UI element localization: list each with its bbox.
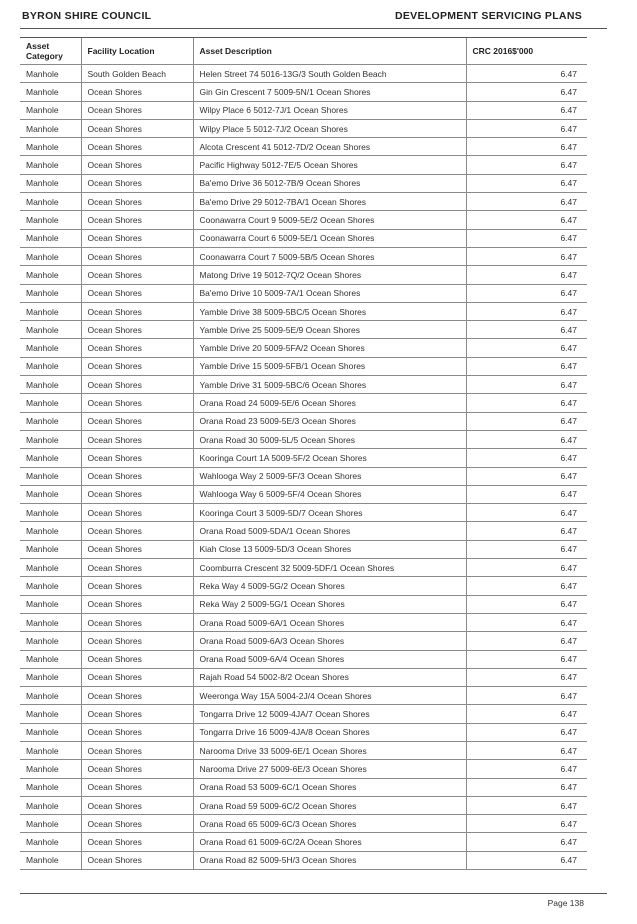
facility-location-cell: Ocean Shores	[81, 687, 193, 705]
crc-value-cell: 6.47	[466, 650, 587, 668]
table-row	[20, 101, 587, 119]
asset-category-cell: Manhole	[20, 540, 81, 558]
table-row	[20, 266, 587, 284]
crc-value-cell: 6.47	[466, 577, 587, 595]
crc-value-cell: 6.47	[466, 485, 587, 503]
facility-location-cell: Ocean Shores	[81, 321, 193, 339]
facility-location-cell: Ocean Shores	[81, 778, 193, 796]
asset-description-cell: Orana Road 65 5009-6C/3 Ocean Shores	[193, 815, 466, 833]
crc-value-cell: 6.47	[466, 193, 587, 211]
asset-category-cell: Manhole	[20, 613, 81, 631]
crc-value-cell: 6.47	[466, 760, 587, 778]
crc-value-cell: 6.47	[466, 119, 587, 137]
table-row	[20, 376, 587, 394]
facility-location-cell: Ocean Shores	[81, 302, 193, 320]
asset-category-cell: Manhole	[20, 412, 81, 430]
asset-description-cell: Alcota Crescent 41 5012-7D/2 Ocean Shores	[193, 138, 466, 156]
table-row	[20, 613, 587, 631]
asset-description-cell: Yamble Drive 20 5009-5FA/2 Ocean Shores	[193, 339, 466, 357]
asset-category-cell: Manhole	[20, 229, 81, 247]
document-title: DEVELOPMENT SERVICING PLANS	[394, 10, 582, 22]
table-row	[20, 430, 587, 448]
facility-location-cell: Ocean Shores	[81, 650, 193, 668]
facility-location-cell: Ocean Shores	[81, 705, 193, 723]
facility-location-cell: Ocean Shores	[81, 101, 193, 119]
asset-category-cell: Manhole	[20, 833, 81, 851]
asset-description-cell: Orana Road 5009-6A/3 Ocean Shores	[193, 632, 466, 650]
asset-description-cell: Tongarra Drive 16 5009-4JA/8 Ocean Shores	[193, 723, 466, 741]
crc-value-cell: 6.47	[466, 595, 587, 613]
crc-value-cell: 6.47	[466, 83, 587, 101]
asset-category-cell: Manhole	[20, 760, 81, 778]
asset-category-cell: Manhole	[20, 668, 81, 686]
asset-category-cell: Manhole	[20, 522, 81, 540]
crc-value-cell: 6.47	[466, 815, 587, 833]
asset-description-cell: Coonawarra Court 9 5009-5E/2 Ocean Shores	[193, 211, 466, 229]
asset-description-cell: Coonawarra Court 7 5009-5B/5 Ocean Shores	[193, 247, 466, 265]
asset-description-cell: Pacific Highway 5012-7E/5 Ocean Shores	[193, 156, 466, 174]
asset-category-cell: Manhole	[20, 119, 81, 137]
table-row	[20, 559, 587, 577]
facility-location-cell: Ocean Shores	[81, 412, 193, 430]
asset-category-cell: Manhole	[20, 632, 81, 650]
crc-value-cell: 6.47	[466, 705, 587, 723]
asset-category-cell: Manhole	[20, 302, 81, 320]
facility-location-cell: Ocean Shores	[81, 430, 193, 448]
asset-category-cell: Manhole	[20, 723, 81, 741]
asset-category-cell: Manhole	[20, 266, 81, 284]
asset-description-cell: Narooma Drive 33 5009-6E/1 Ocean Shores	[193, 741, 466, 759]
asset-category-cell: Manhole	[20, 394, 81, 412]
table-row	[20, 284, 587, 302]
table-row	[20, 339, 587, 357]
asset-description-cell: Ba'emo Drive 29 5012-7BA/1 Ocean Shores	[193, 193, 466, 211]
table-row	[20, 229, 587, 247]
crc-value-cell: 6.47	[466, 796, 587, 814]
asset-table	[20, 37, 587, 870]
facility-location-cell: Ocean Shores	[81, 632, 193, 650]
crc-value-cell: 6.47	[466, 504, 587, 522]
asset-description-cell: Orana Road 23 5009-5E/3 Ocean Shores	[193, 412, 466, 430]
asset-description-cell: Gin Gin Crescent 7 5009-5N/1 Ocean Shores	[193, 83, 466, 101]
table-row	[20, 851, 587, 869]
asset-description-cell: Tongarra Drive 12 5009-4JA/7 Ocean Shores	[193, 705, 466, 723]
table-row	[20, 119, 587, 137]
crc-value-cell: 6.47	[466, 247, 587, 265]
facility-location-cell: Ocean Shores	[81, 613, 193, 631]
asset-description-cell: Yamble Drive 15 5009-5FB/1 Ocean Shores	[193, 357, 466, 375]
asset-category-cell: Manhole	[20, 485, 81, 503]
asset-description-cell: Ba'emo Drive 10 5009-7A/1 Ocean Shores	[193, 284, 466, 302]
table-row	[20, 577, 587, 595]
crc-value-cell: 6.47	[466, 376, 587, 394]
asset-description-cell: Wilpy Place 6 5012-7J/1 Ocean Shores	[193, 101, 466, 119]
facility-location-cell: Ocean Shores	[81, 540, 193, 558]
crc-value-cell: 6.47	[466, 101, 587, 119]
crc-value-cell: 6.47	[466, 174, 587, 192]
facility-location-cell: Ocean Shores	[81, 394, 193, 412]
asset-description-cell: Helen Street 74 5016-13G/3 South Golden Beach	[193, 65, 466, 83]
table-row	[20, 632, 587, 650]
asset-description-cell: Orana Road 5009-6A/1 Ocean Shores	[193, 613, 466, 631]
asset-description-cell: Orana Road 5009-6A/4 Ocean Shores	[193, 650, 466, 668]
facility-location-cell: Ocean Shores	[81, 485, 193, 503]
page-header	[22, 9, 582, 23]
asset-category-cell: Manhole	[20, 577, 81, 595]
asset-category-cell: Manhole	[20, 705, 81, 723]
table-row	[20, 83, 587, 101]
facility-location-cell: Ocean Shores	[81, 760, 193, 778]
asset-category-cell: Manhole	[20, 284, 81, 302]
table-row	[20, 723, 587, 741]
table-row	[20, 522, 587, 540]
table-row	[20, 138, 587, 156]
facility-location-cell: Ocean Shores	[81, 174, 193, 192]
asset-category-cell: Manhole	[20, 321, 81, 339]
asset-description-cell: Kooringa Court 1A 5009-5F/2 Ocean Shores	[193, 449, 466, 467]
table-row	[20, 394, 587, 412]
crc-value-cell: 6.47	[466, 266, 587, 284]
facility-location-cell: Ocean Shores	[81, 504, 193, 522]
table-row	[20, 668, 587, 686]
table-row	[20, 156, 587, 174]
asset-description-cell: Orana Road 61 5009-6C/2A Ocean Shores	[193, 833, 466, 851]
facility-location-cell: Ocean Shores	[81, 376, 193, 394]
crc-value-cell: 6.47	[466, 357, 587, 375]
crc-value-cell: 6.47	[466, 321, 587, 339]
facility-location-cell: Ocean Shores	[81, 83, 193, 101]
facility-location-cell: Ocean Shores	[81, 193, 193, 211]
facility-location-cell: Ocean Shores	[81, 559, 193, 577]
asset-category-cell: Manhole	[20, 467, 81, 485]
table-row	[20, 302, 587, 320]
asset-description-cell: Coonawarra Court 6 5009-5E/1 Ocean Shores	[193, 229, 466, 247]
crc-value-cell: 6.47	[466, 156, 587, 174]
table-row	[20, 65, 587, 83]
asset-category-cell: Manhole	[20, 211, 81, 229]
facility-location-cell: Ocean Shores	[81, 284, 193, 302]
crc-value-cell: 6.47	[466, 833, 587, 851]
crc-value-cell: 6.47	[466, 851, 587, 869]
facility-location-cell: Ocean Shores	[81, 577, 193, 595]
crc-value-cell: 6.47	[466, 687, 587, 705]
facility-location-cell: Ocean Shores	[81, 595, 193, 613]
council-name: BYRON SHIRE COUNCIL	[22, 10, 152, 22]
facility-location-cell: Ocean Shores	[81, 851, 193, 869]
asset-description-cell: Orana Road 59 5009-6C/2 Ocean Shores	[193, 796, 466, 814]
table-row	[20, 833, 587, 851]
crc-value-cell: 6.47	[466, 284, 587, 302]
asset-description-cell: Kooringa Court 3 5009-5D/7 Ocean Shores	[193, 504, 466, 522]
crc-value-cell: 6.47	[466, 632, 587, 650]
table-row	[20, 485, 587, 503]
table-row	[20, 796, 587, 814]
asset-category-cell: Manhole	[20, 559, 81, 577]
header-divider	[20, 28, 607, 29]
crc-value-cell: 6.47	[466, 449, 587, 467]
table-row	[20, 815, 587, 833]
asset-description-cell: Wahlooga Way 6 5009-5F/4 Ocean Shores	[193, 485, 466, 503]
facility-location-cell: Ocean Shores	[81, 833, 193, 851]
table-row	[20, 687, 587, 705]
table-row	[20, 705, 587, 723]
table-row	[20, 174, 587, 192]
crc-value-cell: 6.47	[466, 394, 587, 412]
table-row	[20, 449, 587, 467]
table-header-row	[20, 38, 587, 65]
asset-category-cell: Manhole	[20, 247, 81, 265]
facility-location-cell: Ocean Shores	[81, 796, 193, 814]
asset-description-cell: Wilpy Place 5 5012-7J/2 Ocean Shores	[193, 119, 466, 137]
table-row	[20, 247, 587, 265]
table-row	[20, 760, 587, 778]
table-row	[20, 778, 587, 796]
facility-location-cell: Ocean Shores	[81, 723, 193, 741]
table-row	[20, 193, 587, 211]
facility-location-cell: Ocean Shores	[81, 815, 193, 833]
table-row	[20, 650, 587, 668]
facility-location-cell: Ocean Shores	[81, 449, 193, 467]
crc-value-cell: 6.47	[466, 65, 587, 83]
asset-description-cell: Rajah Road 54 5002-8/2 Ocean Shores	[193, 668, 466, 686]
column-header-asset-description: Asset Description	[193, 38, 466, 65]
asset-category-cell: Manhole	[20, 778, 81, 796]
asset-description-cell: Reka Way 4 5009-5G/2 Ocean Shores	[193, 577, 466, 595]
asset-description-cell: Coomburra Crescent 32 5009-5DF/1 Ocean Shores	[193, 559, 466, 577]
column-header-asset-category: Asset Category	[20, 38, 81, 65]
asset-category-cell: Manhole	[20, 193, 81, 211]
asset-category-cell: Manhole	[20, 815, 81, 833]
crc-value-cell: 6.47	[466, 778, 587, 796]
asset-description-cell: Weeronga Way 15A 5004-2J/4 Ocean Shores	[193, 687, 466, 705]
table-row	[20, 321, 587, 339]
asset-description-cell: Narooma Drive 27 5009-6E/3 Ocean Shores	[193, 760, 466, 778]
asset-description-cell: Orana Road 5009-5DA/1 Ocean Shores	[193, 522, 466, 540]
table-row	[20, 357, 587, 375]
crc-value-cell: 6.47	[466, 540, 587, 558]
crc-value-cell: 6.47	[466, 522, 587, 540]
asset-category-cell: Manhole	[20, 339, 81, 357]
facility-location-cell: Ocean Shores	[81, 247, 193, 265]
asset-description-cell: Reka Way 2 5009-5G/1 Ocean Shores	[193, 595, 466, 613]
crc-value-cell: 6.47	[466, 741, 587, 759]
facility-location-cell: Ocean Shores	[81, 741, 193, 759]
asset-category-cell: Manhole	[20, 504, 81, 522]
asset-description-cell: Ba'emo Drive 36 5012-7B/9 Ocean Shores	[193, 174, 466, 192]
asset-description-cell: Yamble Drive 38 5009-5BC/5 Ocean Shores	[193, 302, 466, 320]
asset-category-cell: Manhole	[20, 357, 81, 375]
asset-category-cell: Manhole	[20, 430, 81, 448]
crc-value-cell: 6.47	[466, 412, 587, 430]
table-row	[20, 741, 587, 759]
facility-location-cell: Ocean Shores	[81, 357, 193, 375]
table-row	[20, 595, 587, 613]
crc-value-cell: 6.47	[466, 723, 587, 741]
asset-description-cell: Orana Road 53 5009-6C/1 Ocean Shores	[193, 778, 466, 796]
page-number: Page 138	[547, 898, 584, 908]
asset-category-cell: Manhole	[20, 851, 81, 869]
asset-description-cell: Matong Drive 19 5012-7Q/2 Ocean Shores	[193, 266, 466, 284]
asset-category-cell: Manhole	[20, 65, 81, 83]
facility-location-cell: Ocean Shores	[81, 668, 193, 686]
footer-divider	[20, 893, 607, 894]
asset-category-cell: Manhole	[20, 650, 81, 668]
column-header-crc: CRC 2016$'000	[466, 38, 587, 65]
asset-category-cell: Manhole	[20, 83, 81, 101]
crc-value-cell: 6.47	[466, 613, 587, 631]
crc-value-cell: 6.47	[466, 211, 587, 229]
asset-category-cell: Manhole	[20, 449, 81, 467]
crc-value-cell: 6.47	[466, 559, 587, 577]
facility-location-cell: Ocean Shores	[81, 156, 193, 174]
asset-category-cell: Manhole	[20, 595, 81, 613]
asset-description-cell: Orana Road 82 5009-5H/3 Ocean Shores	[193, 851, 466, 869]
facility-location-cell: South Golden Beach	[81, 65, 193, 83]
facility-location-cell: Ocean Shores	[81, 339, 193, 357]
asset-category-cell: Manhole	[20, 156, 81, 174]
column-header-facility-location: Facility Location	[81, 38, 193, 65]
crc-value-cell: 6.47	[466, 138, 587, 156]
asset-category-cell: Manhole	[20, 101, 81, 119]
crc-value-cell: 6.47	[466, 430, 587, 448]
table-row	[20, 467, 587, 485]
asset-description-cell: Orana Road 24 5009-5E/6 Ocean Shores	[193, 394, 466, 412]
crc-value-cell: 6.47	[466, 229, 587, 247]
crc-value-cell: 6.47	[466, 467, 587, 485]
table-body	[20, 65, 587, 870]
asset-description-cell: Wahlooga Way 2 5009-5F/3 Ocean Shores	[193, 467, 466, 485]
facility-location-cell: Ocean Shores	[81, 522, 193, 540]
facility-location-cell: Ocean Shores	[81, 119, 193, 137]
table-row	[20, 540, 587, 558]
asset-category-cell: Manhole	[20, 687, 81, 705]
table-row	[20, 211, 587, 229]
table-row	[20, 504, 587, 522]
asset-description-cell: Yamble Drive 25 5009-5E/9 Ocean Shores	[193, 321, 466, 339]
crc-value-cell: 6.47	[466, 668, 587, 686]
asset-description-cell: Orana Road 30 5009-5L/5 Ocean Shores	[193, 430, 466, 448]
asset-description-cell: Kiah Close 13 5009-5D/3 Ocean Shores	[193, 540, 466, 558]
asset-category-cell: Manhole	[20, 376, 81, 394]
facility-location-cell: Ocean Shores	[81, 467, 193, 485]
crc-value-cell: 6.47	[466, 302, 587, 320]
facility-location-cell: Ocean Shores	[81, 266, 193, 284]
facility-location-cell: Ocean Shores	[81, 138, 193, 156]
asset-category-cell: Manhole	[20, 138, 81, 156]
asset-category-cell: Manhole	[20, 174, 81, 192]
facility-location-cell: Ocean Shores	[81, 211, 193, 229]
asset-category-cell: Manhole	[20, 741, 81, 759]
crc-value-cell: 6.47	[466, 339, 587, 357]
asset-category-cell: Manhole	[20, 796, 81, 814]
asset-description-cell: Yamble Drive 31 5009-5BC/6 Ocean Shores	[193, 376, 466, 394]
facility-location-cell: Ocean Shores	[81, 229, 193, 247]
table-row	[20, 412, 587, 430]
